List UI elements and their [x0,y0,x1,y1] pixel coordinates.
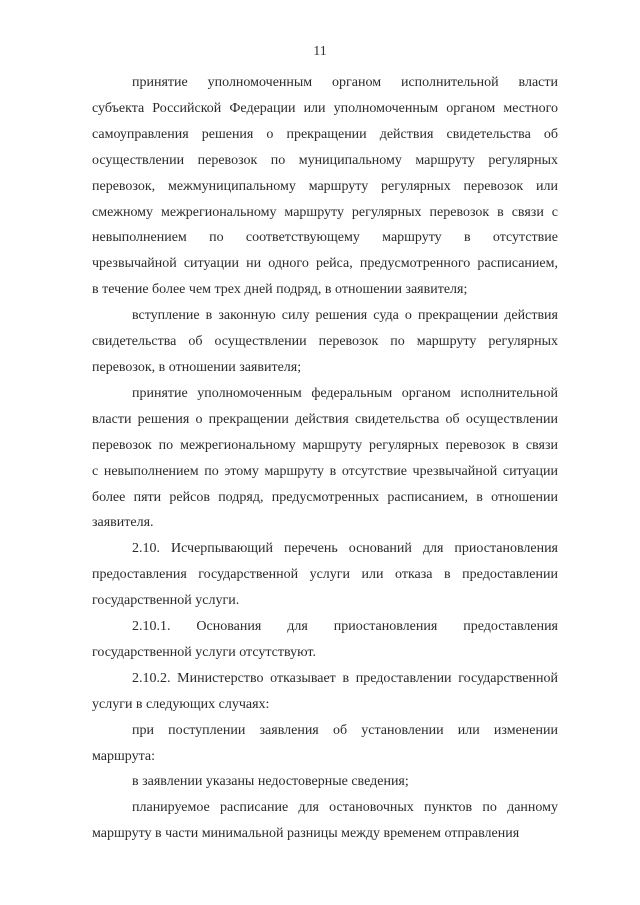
text-line: планируемое расписание для остановочных пунктов по данному [132,800,558,816]
text-line: государственной услуги. [92,593,240,609]
paragraph [92,795,558,847]
paragraph [92,614,558,666]
text-line: смежному межрегиональному маршруту регулярных перевозок в связи с [92,204,558,220]
paragraph [92,666,558,718]
text-line: в течение более чем трех дней подряд, в отношении заявителя; [92,282,468,298]
text-line: при поступлении заявления об установлении или изменении [132,722,558,738]
paragraph [92,70,558,303]
text-line: самоуправления решения о прекращении действия свидетельства об [92,126,558,142]
text-line: принятие уполномоченным федеральным органом исполнительной [132,385,558,401]
text-line: субъекта Российской Федерации или уполномоченным органом местного [92,100,558,116]
text-line: власти решения о прекращении действия свидетельства об осуществлении [92,411,558,427]
text-line: перевозок, в отношении заявителя; [92,359,302,375]
text-line: маршруту в части минимальной разницы между временем отправления [92,826,520,842]
text-line: маршрута: [92,748,155,764]
text-line: предоставления государственной услуги или отказа в предоставлении [92,567,558,583]
text-line: принятие уполномоченным органом исполнительной власти [132,75,558,90]
text-line: государственной услуги отсутствуют. [92,644,316,660]
text-line: 2.10.2. Министерство отказывает в предоставлении государственной [132,670,558,686]
text-line: чрезвычайной ситуации ни одного рейса, предусмотренного расписанием, [92,256,558,272]
text-line: 2.10.1. Основания для приостановления предоставления [132,619,558,635]
paragraph [92,769,558,795]
text-line: свидетельства об осуществлении перевозок по маршруту регулярных [92,334,558,350]
text-line: с невыполнением по этому маршруту в отсутствие чрезвычайной ситуации [92,463,558,479]
text-line: невыполнением по соответствующему маршруту в отсутствие [92,230,558,246]
text-line: осуществлении перевозок по муниципальному маршруту регулярных [92,152,558,168]
paragraph [92,381,558,536]
text-line: перевозок, межмуниципальному маршруту регулярных перевозок или [92,178,558,194]
text-line: более пяти рейсов подряд, предусмотренных расписанием, в отношении [92,489,558,505]
paragraph [92,536,558,614]
paragraph [92,303,558,381]
text-line: в заявлении указаны недостоверные сведения; [132,774,409,790]
document-body [92,70,558,847]
text-line: вступление в законную силу решения суда о прекращении действия [132,308,558,324]
text-line: заявителя. [92,515,154,531]
text-line: 2.10. Исчерпывающий перечень оснований для приостановления [132,541,558,557]
paragraph [92,718,558,770]
text-line: услуги в следующих случаях: [92,696,270,712]
text-line: перевозок по межрегиональному маршруту регулярных перевозок в связи [92,437,558,453]
page-number: 11 [313,44,327,59]
